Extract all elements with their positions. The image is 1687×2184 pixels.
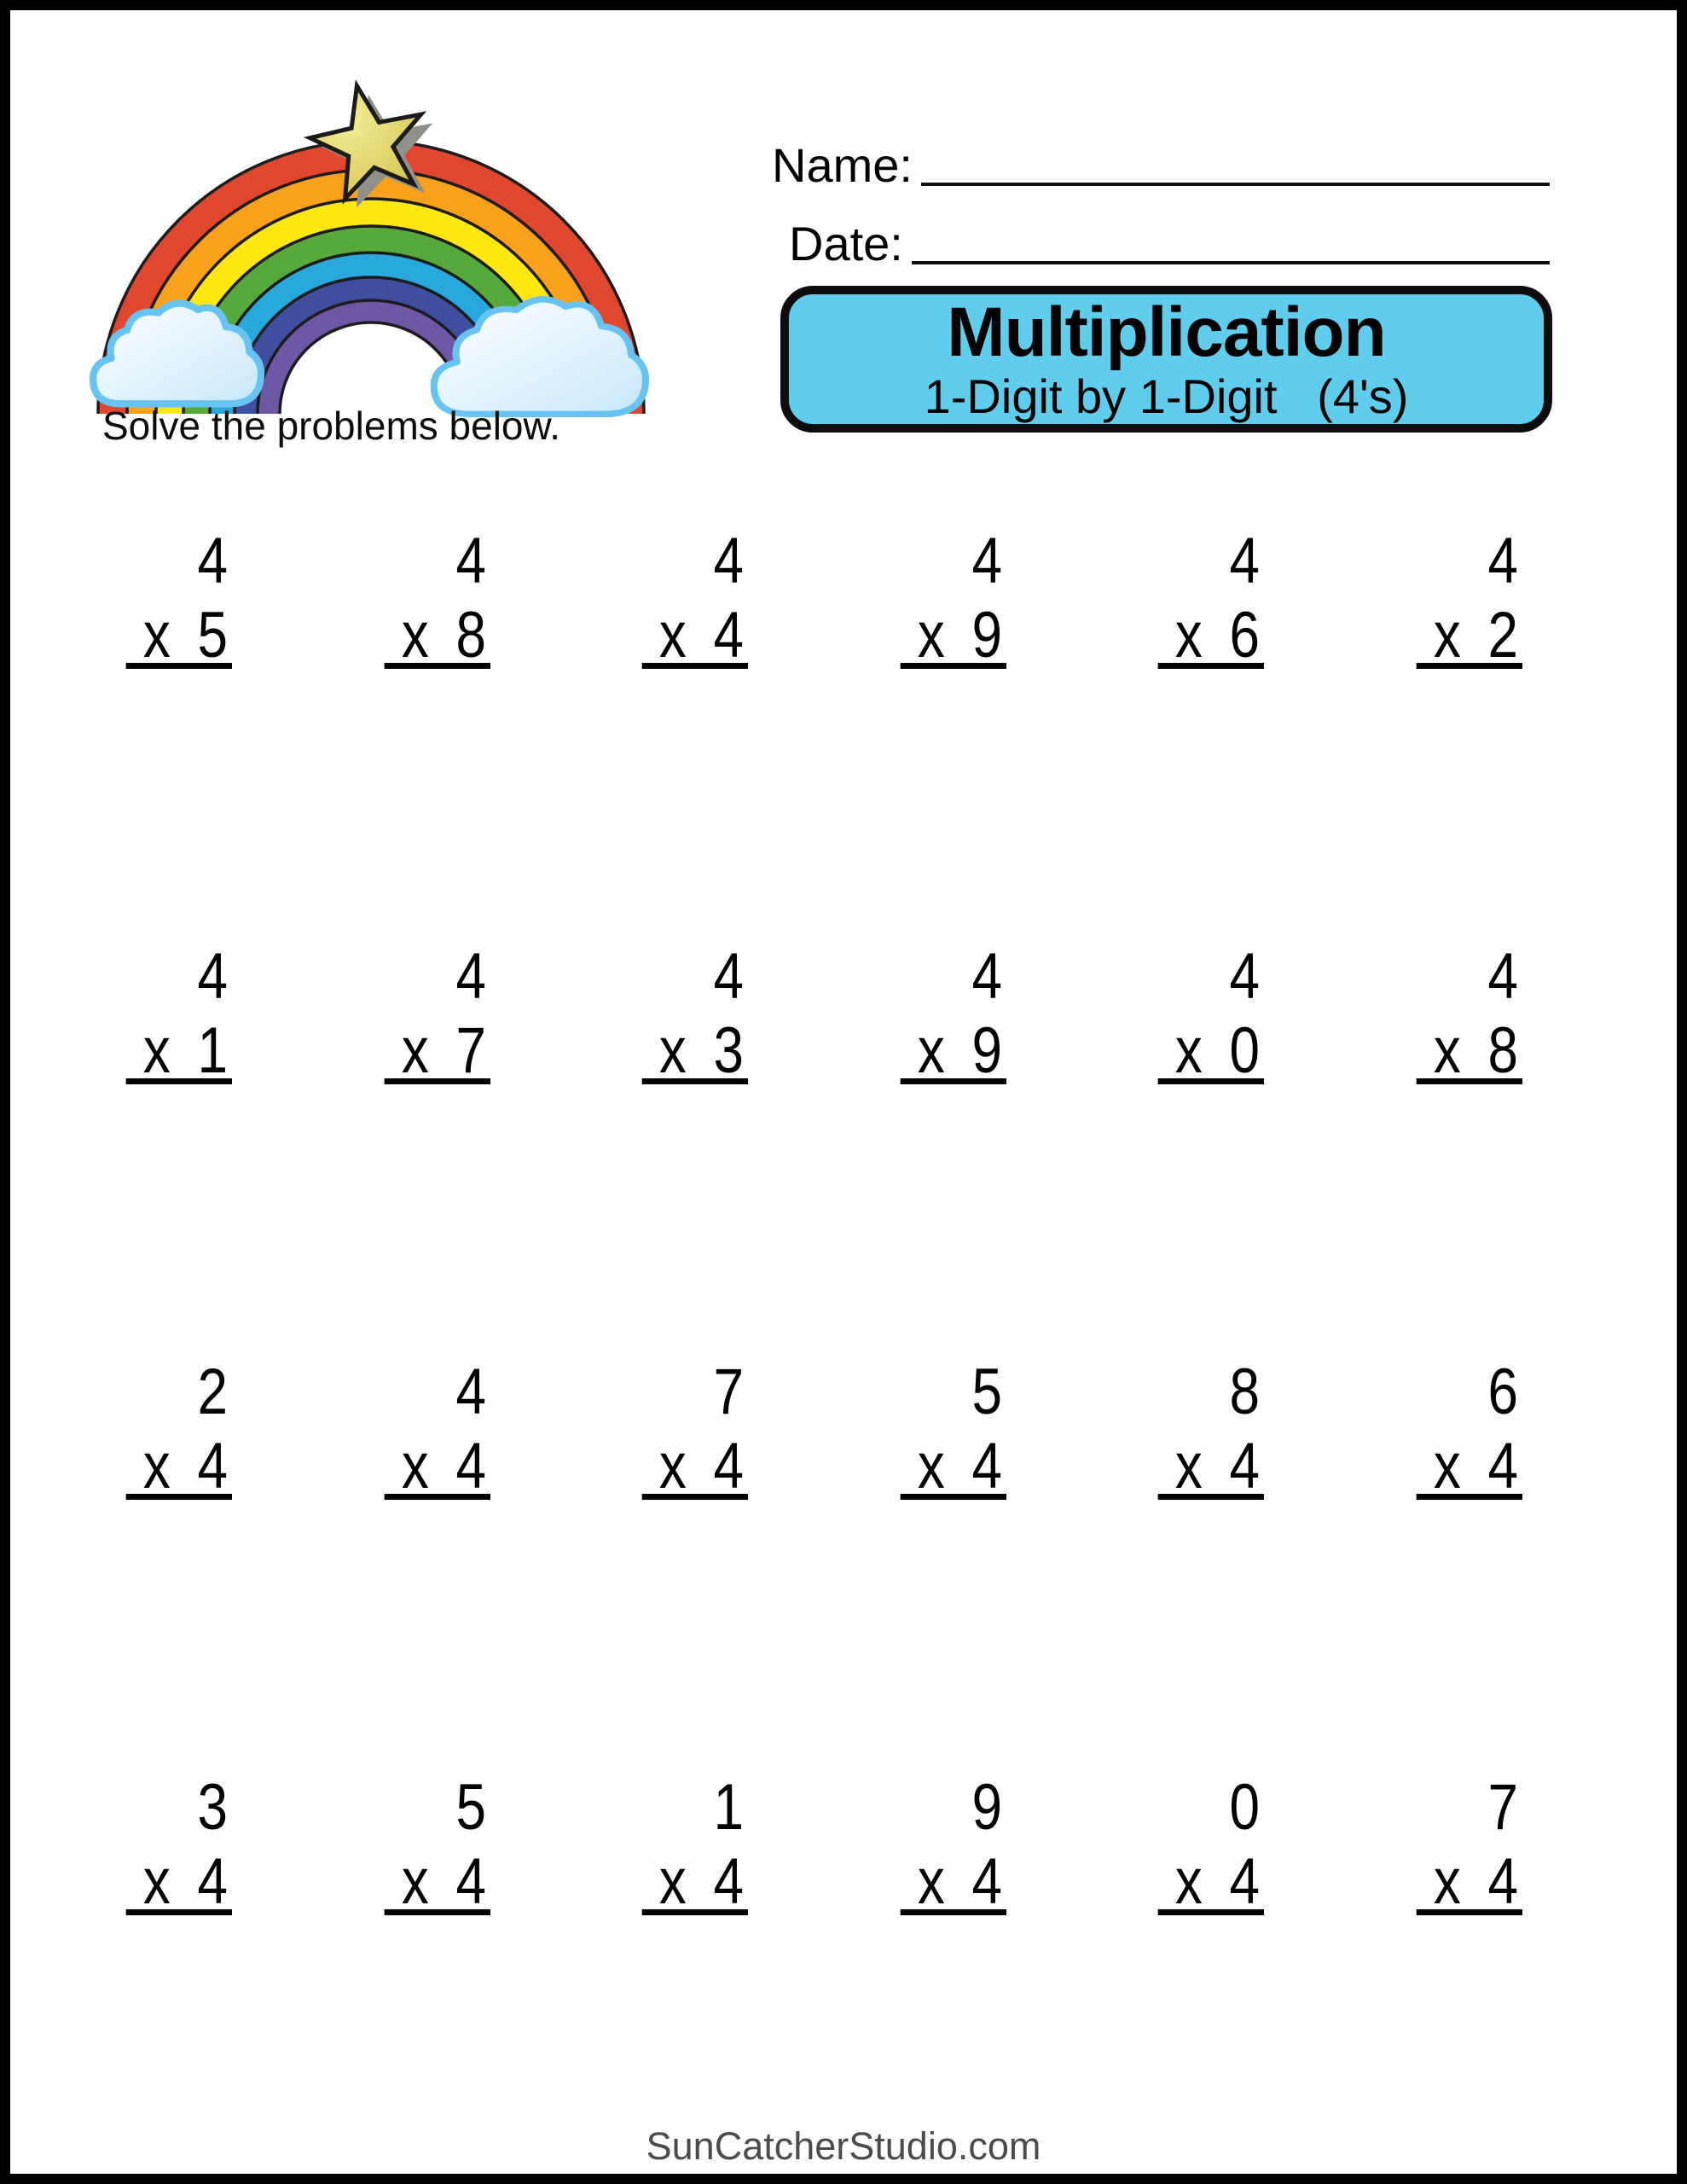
multiplicand: 7 <box>713 1356 744 1428</box>
multiplier: 4 <box>713 1430 744 1502</box>
multiplier: 4 <box>713 1845 744 1918</box>
problem-cell <box>642 1770 748 1918</box>
multiply-sign: x <box>658 1845 687 1918</box>
rainbow-star-clouds-icon <box>81 73 661 422</box>
multiplicand: 4 <box>971 940 1002 1013</box>
problem-cell <box>1158 524 1264 669</box>
multiplicand: 4 <box>1487 940 1518 1013</box>
multiplicand: 7 <box>1487 1771 1518 1844</box>
problem-cell <box>126 1770 232 1918</box>
multiply-sign: x <box>917 1845 945 1918</box>
multiplicand: 5 <box>455 1771 486 1844</box>
credit-text: SunCatcherStudio.com <box>646 2124 1041 2168</box>
multiply-sign: x <box>1433 1845 1461 1918</box>
name-field-row <box>772 135 1550 193</box>
multiplier: 4 <box>971 1845 1002 1918</box>
multiplier: 1 <box>197 1014 228 1087</box>
multiplicand: 2 <box>197 1356 228 1428</box>
multiplicand: 4 <box>713 525 744 597</box>
multiply-sign: x <box>401 1430 429 1502</box>
multiply-sign: x <box>1174 599 1203 671</box>
multiplier: 8 <box>455 599 486 671</box>
problem-cell <box>126 939 232 1087</box>
worksheet-title: Multiplication <box>947 293 1386 371</box>
multiply-sign: x <box>142 1014 171 1087</box>
problem-cell <box>642 1355 748 1500</box>
multiply-sign: x <box>142 599 171 671</box>
problem-cell <box>901 524 1006 669</box>
title-box <box>780 286 1552 433</box>
problem-cell <box>1158 1770 1264 1918</box>
multiplicand: 3 <box>197 1771 228 1844</box>
multiply-sign: x <box>1174 1845 1203 1918</box>
multiplier: 4 <box>1487 1845 1518 1918</box>
multiply-sign: x <box>1174 1430 1203 1502</box>
problem-cell <box>1417 524 1522 669</box>
multiply-sign: x <box>917 599 945 671</box>
multiplicand: 4 <box>455 940 486 1013</box>
problem-cell <box>126 524 232 669</box>
multiplicand: 8 <box>1229 1356 1260 1428</box>
multiplicand: 4 <box>971 525 1002 597</box>
multiplier: 0 <box>1229 1014 1260 1087</box>
multiplicand: 4 <box>197 525 228 597</box>
multiplier: 6 <box>1229 599 1260 671</box>
multiplier: 3 <box>713 1014 744 1087</box>
multiply-sign: x <box>142 1430 171 1502</box>
multiplicand: 4 <box>1487 525 1518 597</box>
multiply-sign: x <box>917 1430 945 1502</box>
multiply-sign: x <box>658 1014 687 1087</box>
multiplicand: 4 <box>455 1356 486 1428</box>
multiply-sign: x <box>658 1430 687 1502</box>
problem-cell <box>901 1770 1006 1918</box>
multiply-sign: x <box>1433 1430 1461 1502</box>
date-line[interactable] <box>912 261 1550 264</box>
multiply-sign: x <box>658 599 687 671</box>
multiplier: 4 <box>1229 1845 1260 1918</box>
multiplicand: 4 <box>713 940 744 1013</box>
problem-cell <box>642 939 748 1087</box>
multiplicand: 6 <box>1487 1356 1518 1428</box>
multiply-sign: x <box>401 1845 429 1918</box>
problem-cell <box>901 1355 1006 1500</box>
multiplicand: 5 <box>971 1356 1002 1428</box>
multiplicand: 4 <box>1229 525 1260 597</box>
multiplicand: 0 <box>1229 1771 1260 1844</box>
multiplier: 4 <box>713 599 744 671</box>
instruction-text: Solve the problems below. <box>102 404 560 448</box>
multiply-sign: x <box>1174 1014 1203 1087</box>
problem-cell <box>385 524 490 669</box>
problem-cell <box>1417 939 1522 1087</box>
multiplier: 4 <box>1487 1430 1518 1502</box>
problem-cell <box>385 1355 490 1500</box>
problem-cell <box>1158 1355 1264 1500</box>
multiplier: 4 <box>1229 1430 1260 1502</box>
multiplier: 2 <box>1487 599 1518 671</box>
multiply-sign: x <box>401 599 429 671</box>
multiplier: 4 <box>197 1845 228 1918</box>
problem-cell <box>385 939 490 1087</box>
multiplier: 5 <box>197 599 228 671</box>
date-field-row <box>772 213 1550 271</box>
multiply-sign: x <box>917 1014 945 1087</box>
multiply-sign: x <box>1433 599 1461 671</box>
multiplier: 9 <box>971 1014 1002 1087</box>
multiply-sign: x <box>401 1014 429 1087</box>
worksheet-subtitle: 1-Digit by 1-Digit (4's) <box>924 369 1409 423</box>
problem-cell <box>385 1770 490 1918</box>
multiplicand: 4 <box>455 525 486 597</box>
multiply-sign: x <box>1433 1014 1461 1087</box>
problem-cell <box>901 939 1006 1087</box>
multiplier: 4 <box>455 1430 486 1502</box>
multiplicand: 4 <box>1229 940 1260 1013</box>
name-line[interactable] <box>921 183 1550 186</box>
problem-cell <box>1158 939 1264 1087</box>
name-label: Name: <box>772 138 913 192</box>
multiplicand: 9 <box>971 1771 1002 1844</box>
problem-cell <box>1417 1355 1522 1500</box>
date-label: Date: <box>789 217 903 270</box>
problem-cell <box>126 1355 232 1500</box>
multiplicand: 1 <box>713 1771 744 1844</box>
multiplier: 7 <box>455 1014 486 1087</box>
multiplier: 8 <box>1487 1014 1518 1087</box>
problem-cell <box>642 524 748 669</box>
problem-cell <box>1417 1770 1522 1918</box>
multiplier: 9 <box>971 599 1002 671</box>
multiplier: 4 <box>197 1430 228 1502</box>
multiply-sign: x <box>142 1845 171 1918</box>
multiplier: 4 <box>971 1430 1002 1502</box>
multiplicand: 4 <box>197 940 228 1013</box>
multiplier: 4 <box>455 1845 486 1918</box>
